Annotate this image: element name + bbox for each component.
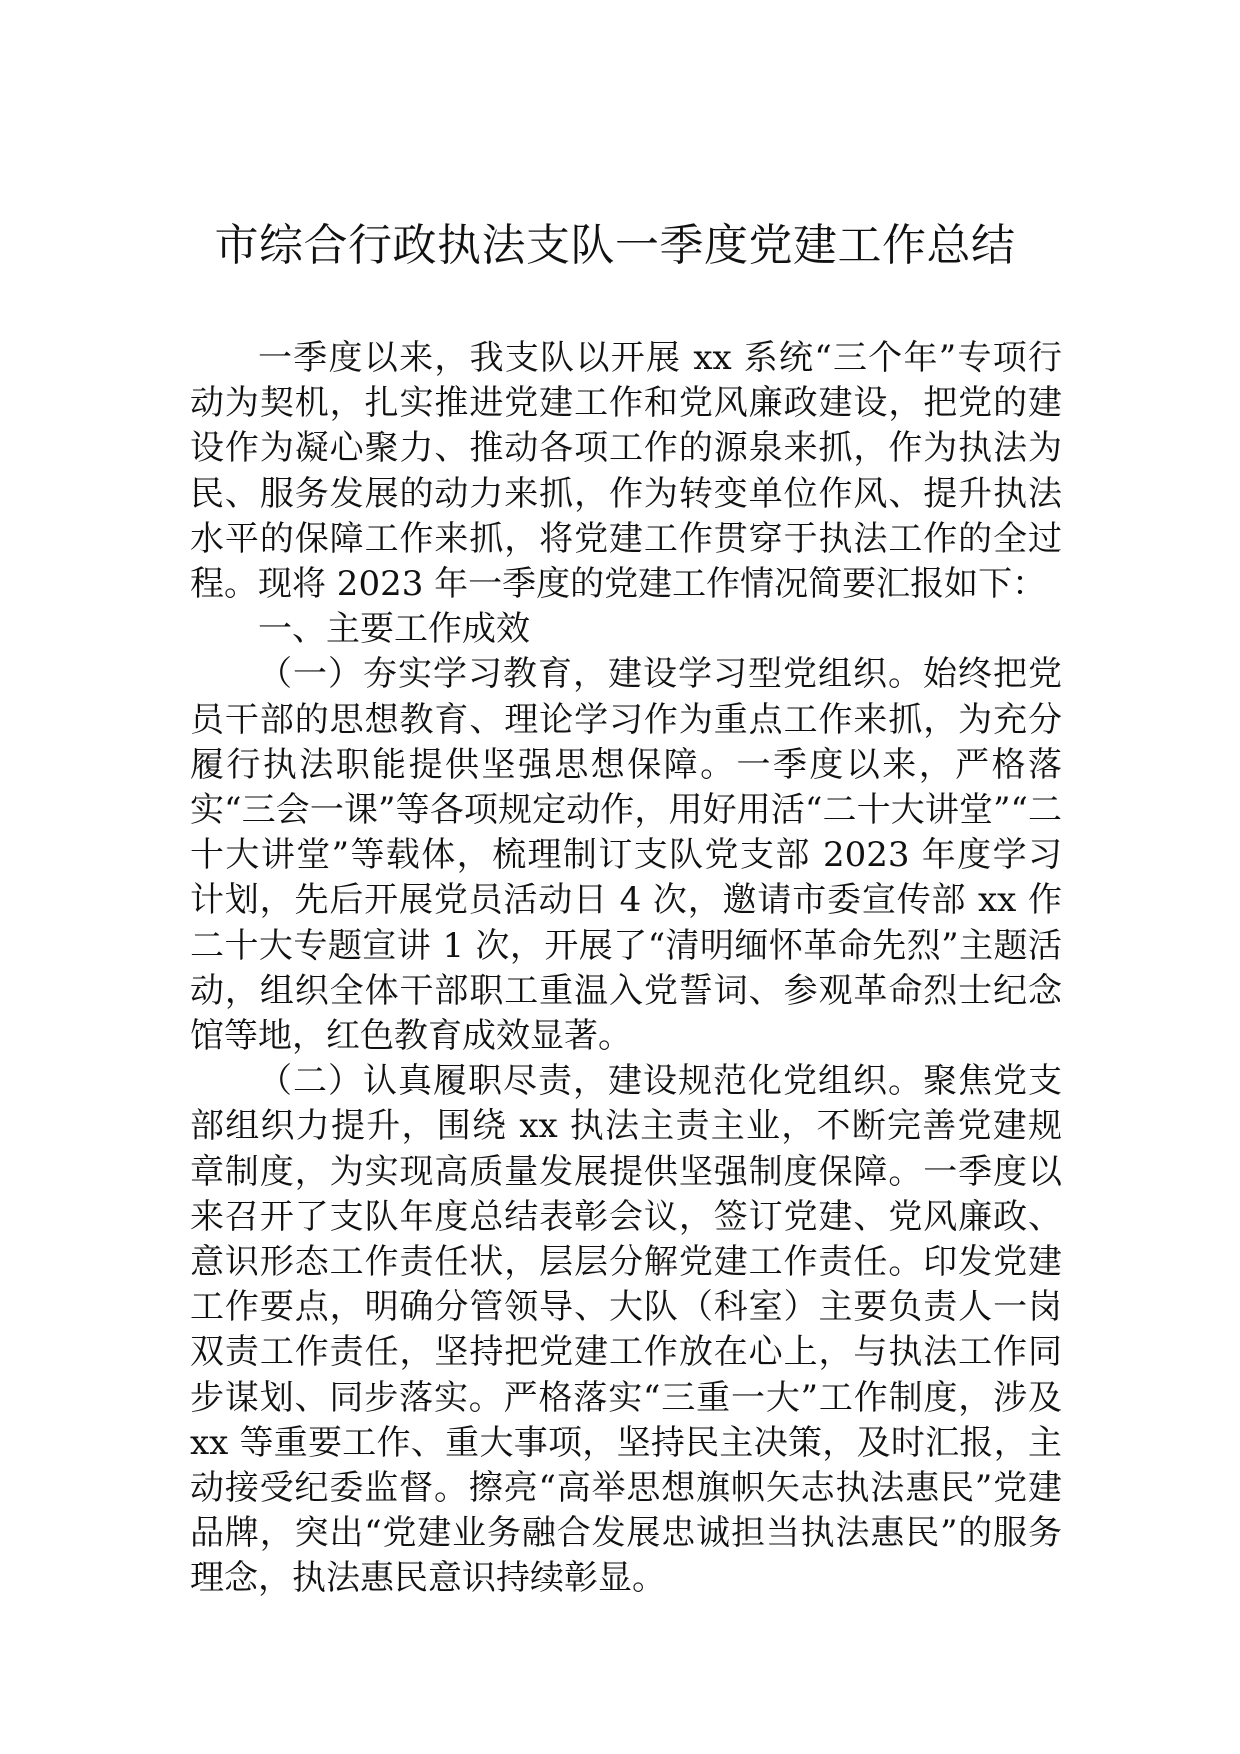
subsection-paragraph: （二）认真履职尽责，建设规范化党组织。聚焦党支部组织力提升，围绕 xx 执法主责主业，不断完善党建规章制度，为实现高质量发展提供坚强制度保障。一季度以来召开了支队年度总结表彰会议，签订党建、党风廉政、意识形态工作责任状，层层分解党建工作责任。印发党建工作要点，明确分管领导、大队（科室）主要负责人一岗双责工作责任，坚持把党建工作放在心上，与执法工作同步谋划、同步落实。严格落实“三重一大”工作制度，涉及 xx 等重要工作、重大事项，坚持民主决策，及时汇报，主动接受纪委监督。擦亮“高举思想旗帜矢志执法惠民”党建品牌，突出“党建业务融合发展忠诚担当执法惠民”的服务理念，执法惠民意识持续彰显。 <box>190 1061 1062 1599</box>
section-heading: 一、主要工作成效 <box>258 609 530 650</box>
intro-paragraph: 一季度以来，我支队以开展 xx 系统“三个年”专项行动为契机，扎实推进党建工作和党风廉政建设，把党的建设作为凝心聚力、推动各项工作的源泉来抓，作为执法为民、服务发展的动力来抓，作为转变单位作风、提升执法水平的保障工作来抓，将党建工作贯穿于执法工作的全过程。现将 2023 年一季度的党建工作情况简要汇报如下： <box>190 338 1062 605</box>
subsection-paragraph: （一）夯实学习教育，建设学习型党组织。始终把党员干部的思想教育、理论学习作为重点工作来抓，为充分履行执法职能提供坚强思想保障。一季度以来，严格落实“三会一课”等各项规定动作，用好用活“二十大讲堂”“二十大讲堂”等载体，梳理制订支队党支部 2023 年度学习计划，先后开展党员活动日 4 次，邀请市委宣传部 xx 作二十大专题宣讲 1 次，开展了“清明缅怀革命先烈”主题活动，组织全体干部职工重温入党誓词、参观革命烈士纪念馆等地，红色教育成效显著。 <box>190 654 1062 1057</box>
document-body <box>190 336 1062 1602</box>
document-title: 市综合行政执法支队一季度党建工作总结 <box>214 220 1016 271</box>
